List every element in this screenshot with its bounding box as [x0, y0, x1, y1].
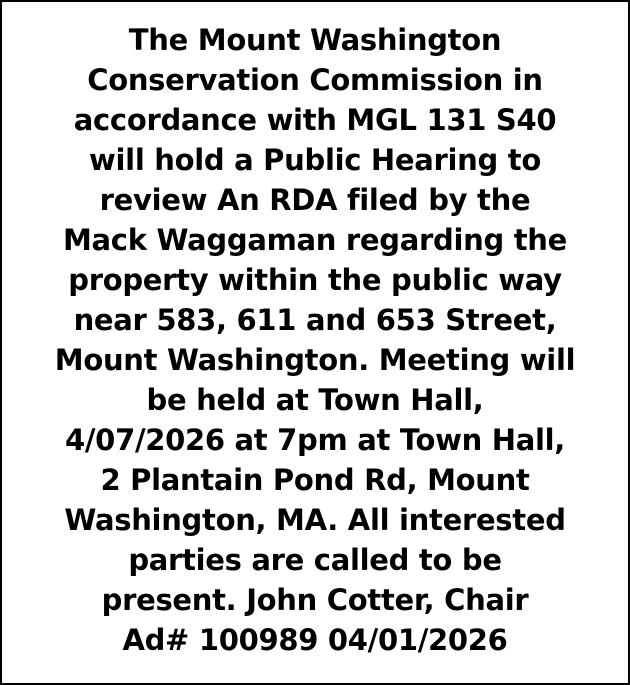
notice-line-12: 2 Plantain Pond Rd, Mount [100, 463, 530, 497]
notice-line-4: will hold a Public Hearing to [89, 143, 541, 177]
notice-line-8: near 583, 611 and 653 Street, [73, 303, 557, 337]
notice-line-3: accordance with MGL 131 S40 [73, 103, 557, 137]
notice-line-10: be held at Town Hall, [146, 383, 484, 417]
notice-line-7: property within the public way [68, 263, 562, 297]
notice-line-15: present. John Cotter, Chair [101, 583, 529, 617]
notice-line-9: Mount Washington. Meeting will [54, 343, 576, 377]
notice-line-5: review An RDA filed by the [99, 183, 531, 217]
notice-line-1: The Mount Washington [128, 23, 502, 57]
notice-line-14: parties are called to be [128, 543, 502, 577]
notice-line-2: Conservation Commission in [87, 63, 543, 97]
notice-line-13: Washington, MA. All interested [64, 503, 566, 537]
notice-line-11: 4/07/2026 at 7pm at Town Hall, [65, 423, 565, 457]
ad-number-line: Ad# 100989 04/01/2026 [122, 623, 508, 657]
notice-line-6: Mack Waggaman regarding the [62, 223, 568, 257]
notice-body [2, 20, 628, 660]
